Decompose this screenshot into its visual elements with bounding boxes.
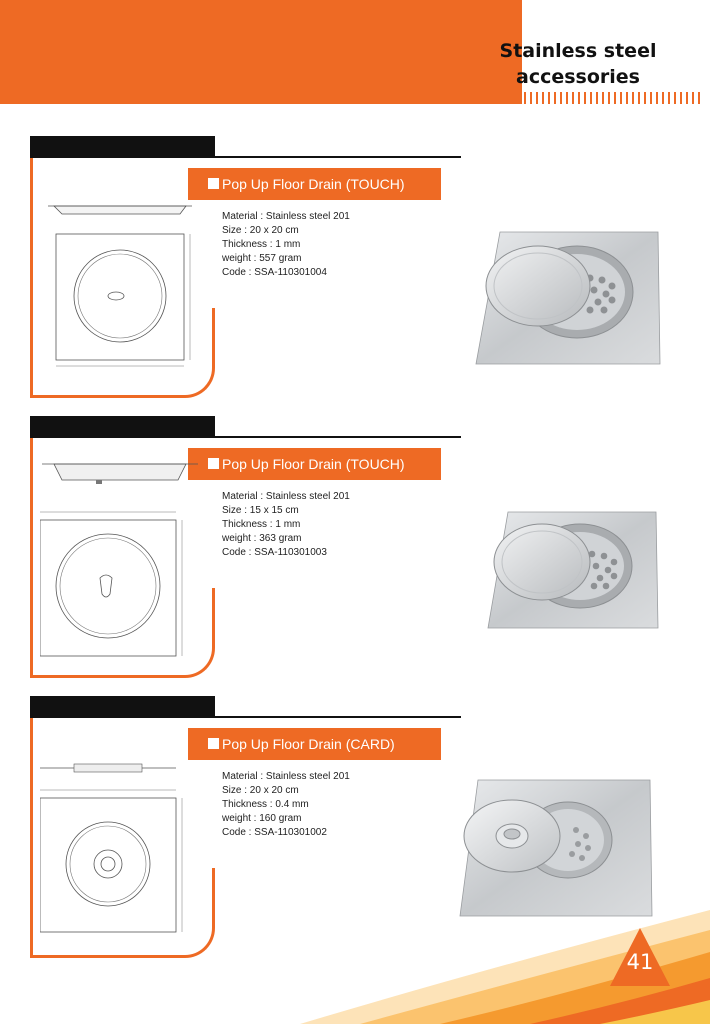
spec-weight: weight : 363 gram	[222, 533, 302, 544]
product-name: Pop Up Floor Drain (TOUCH)	[222, 456, 405, 472]
product-specs	[222, 770, 350, 840]
header-band	[0, 0, 522, 104]
section-tab	[30, 416, 215, 438]
page-title	[488, 38, 668, 90]
technical-drawing	[40, 454, 200, 659]
spec-thickness: Thickness : 1 mm	[222, 519, 301, 530]
product-photo	[458, 778, 654, 920]
spec-code: Code : SSA-110301002	[222, 827, 327, 838]
product-section-1	[0, 136, 710, 406]
page-number: 41	[626, 950, 654, 974]
page-number-badge	[610, 928, 670, 986]
product-photo	[472, 228, 662, 368]
product-photo	[484, 508, 660, 632]
section-tab	[30, 696, 215, 718]
bullet-square-icon	[208, 178, 219, 189]
spec-thickness: Thickness : 1 mm	[222, 239, 301, 250]
product-name: Pop Up Floor Drain (CARD)	[222, 736, 395, 752]
spec-size: Size : 15 x 15 cm	[222, 505, 299, 516]
spec-material: Material : Stainless steel 201	[222, 211, 350, 222]
spec-size: Size : 20 x 20 cm	[222, 225, 299, 236]
spec-weight: weight : 557 gram	[222, 253, 302, 264]
technical-drawing	[40, 760, 200, 935]
product-name: Pop Up Floor Drain (TOUCH)	[222, 176, 405, 192]
spec-material: Material : Stainless steel 201	[222, 491, 350, 502]
header-tick-decoration	[524, 92, 702, 104]
technical-drawing	[40, 198, 200, 373]
product-section-2	[0, 416, 710, 686]
title-line-2: accessories	[516, 66, 640, 88]
section-rule	[215, 436, 461, 438]
product-specs	[222, 490, 350, 560]
spec-size: Size : 20 x 20 cm	[222, 785, 299, 796]
product-name-label	[188, 168, 441, 200]
spec-weight: weight : 160 gram	[222, 813, 302, 824]
section-rule	[215, 156, 461, 158]
product-name-label	[188, 448, 441, 480]
product-specs	[222, 210, 350, 280]
spec-code: Code : SSA-110301003	[222, 547, 327, 558]
title-line-1: Stainless steel	[499, 40, 657, 62]
spec-thickness: Thickness : 0.4 mm	[222, 799, 309, 810]
spec-code: Code : SSA-110301004	[222, 267, 327, 278]
bullet-square-icon	[208, 458, 219, 469]
product-name-label	[188, 728, 441, 760]
section-rule	[215, 716, 461, 718]
bullet-square-icon	[208, 738, 219, 749]
section-tab	[30, 136, 215, 158]
spec-material: Material : Stainless steel 201	[222, 771, 350, 782]
